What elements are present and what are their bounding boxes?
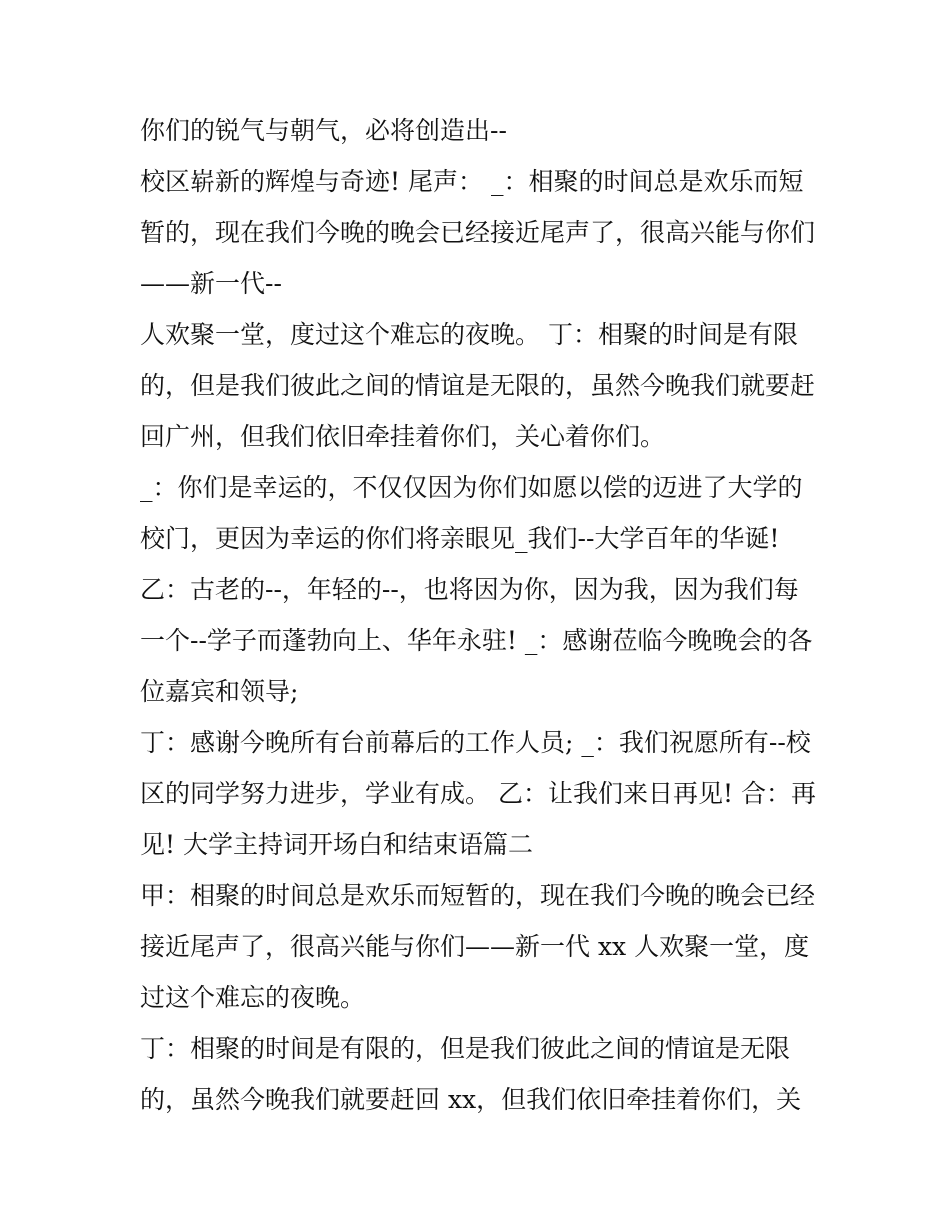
text-line: 见! 大学主持词开场白和结束语篇二 xyxy=(140,830,533,859)
text-line: _：你们是幸运的，不仅仅因为你们如愿以偿的迈进了大学的 xyxy=(140,473,803,502)
text-line: 区的同学努力进步，学业有成。 乙：让我们来日再见! 合：再 xyxy=(140,779,816,808)
text-line: 回广州，但我们依旧牵挂着你们，关心着你们。 xyxy=(140,422,666,451)
text-line: 校门，更因为幸运的你们将亲眼见_我们--大学百年的华诞! xyxy=(140,524,780,553)
text-line: 过这个难忘的夜晚。 xyxy=(140,983,366,1012)
text-line: 你们的锐气与朝气，必将创造出-- xyxy=(140,116,507,145)
text-line: 一个--学子而蓬勃向上、华年永驻! _：感谢莅临今晚晚会的各 xyxy=(140,626,813,655)
text-line: 位嘉宾和领导; xyxy=(140,677,299,706)
text-line: ——新一代-- xyxy=(140,269,282,298)
text-line: 丁：相聚的时间是有限的，但是我们彼此之间的情谊是无限 xyxy=(140,1034,791,1063)
text-line: 甲：相聚的时间总是欢乐而短暂的，现在我们今晚的晚会已经 xyxy=(140,881,816,910)
text-line: 的，但是我们彼此之间的情谊是无限的，虽然今晚我们就要赶 xyxy=(140,371,816,400)
text-line: 接近尾声了，很高兴能与你们——新一代 xx 人欢聚一堂，度 xyxy=(140,932,810,961)
text-line: 校区崭新的辉煌与奇迹! 尾声： _：相聚的时间总是欢乐而短 xyxy=(140,167,804,196)
text-line: 乙：古老的--，年轻的--，也将因为你，因为我，因为我们每 xyxy=(140,575,799,604)
document-body xyxy=(140,105,830,1125)
text-line: 人欢聚一堂，度过这个难忘的夜晚。 丁：相聚的时间是有限 xyxy=(140,320,798,349)
text-line: 暂的，现在我们今晚的晚会已经接近尾声了，很高兴能与你们 xyxy=(140,218,816,247)
text-line: 丁：感谢今晚所有台前幕后的工作人员; _：我们祝愿所有--校 xyxy=(140,728,811,757)
text-line: 的，虽然今晚我们就要赶回 xx，但我们依旧牵挂着你们，关 xyxy=(140,1085,802,1114)
